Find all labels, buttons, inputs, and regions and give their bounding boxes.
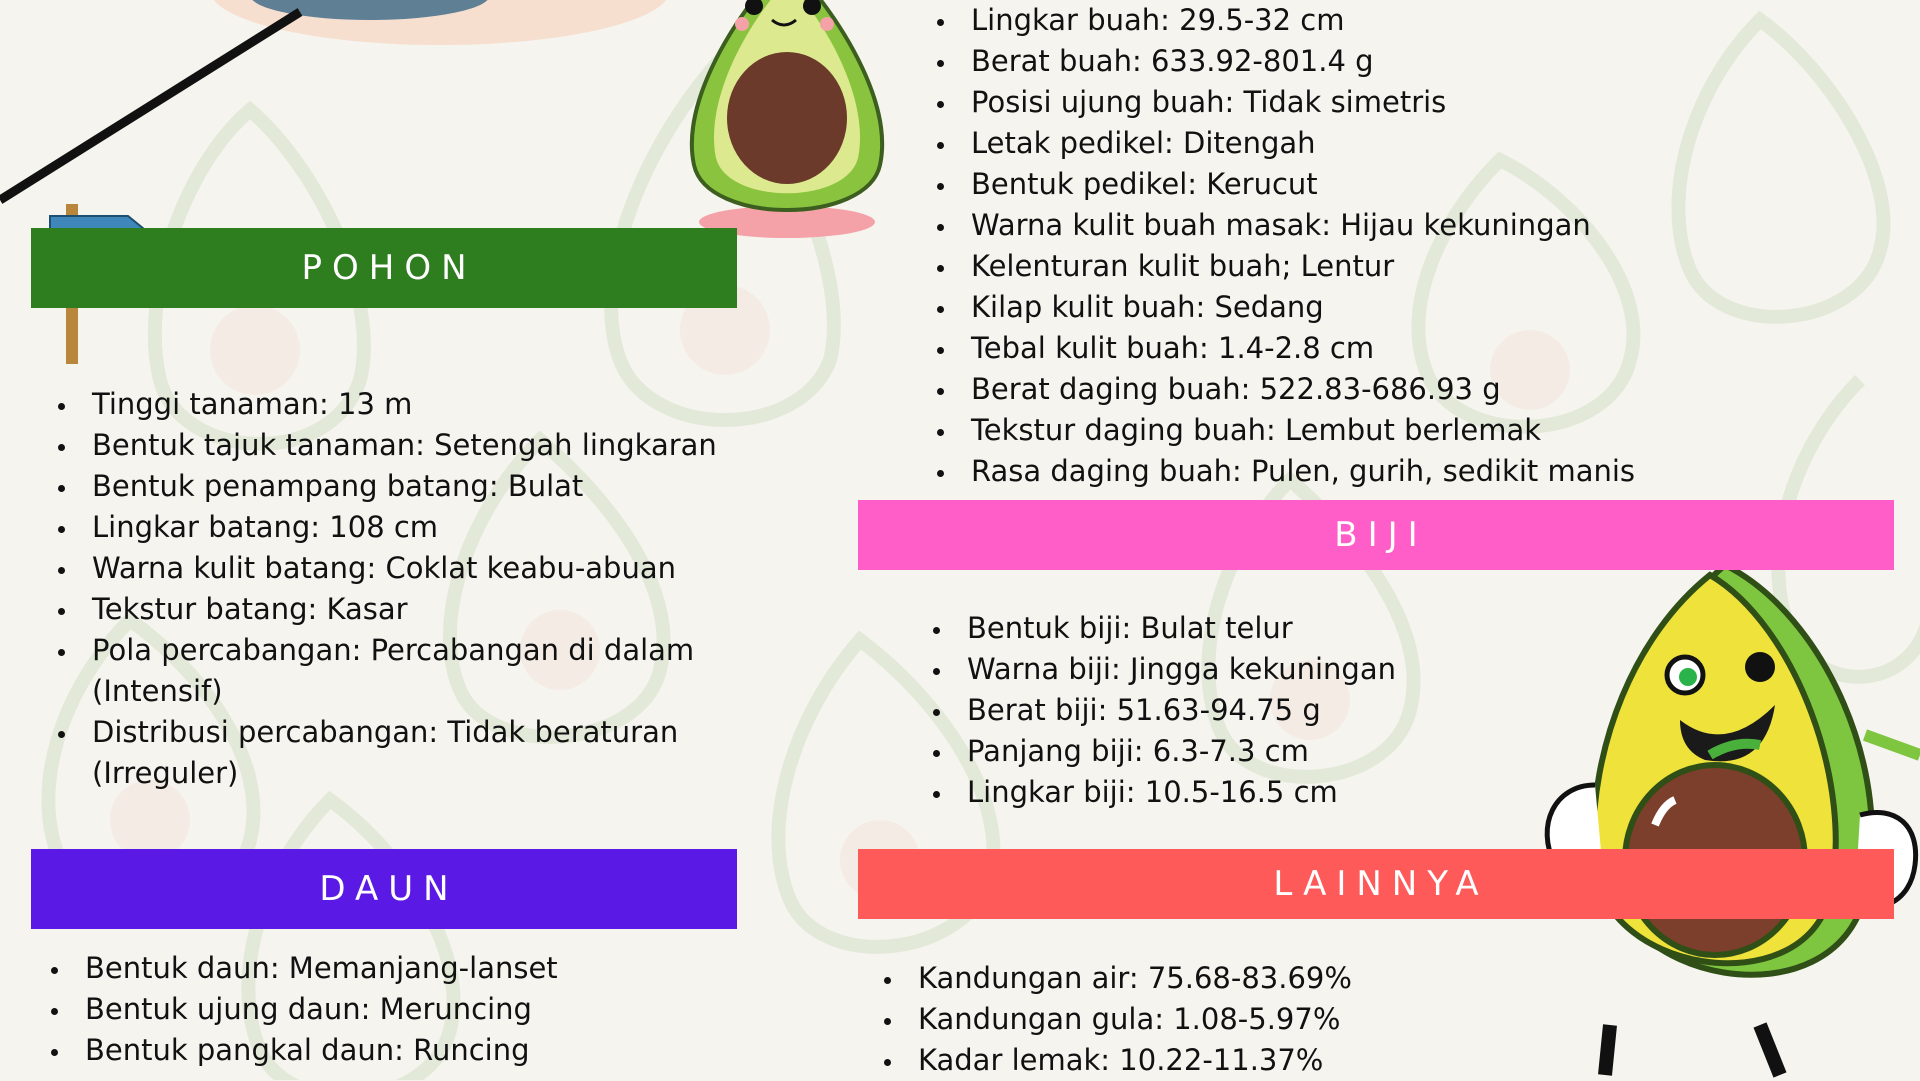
list-item: Warna kulit batang: Coklat keabu-abuan (52, 548, 732, 589)
section-banner-pohon (31, 228, 737, 308)
list-item: Pola percabangan: Percabangan di dalam (Intensif) (52, 630, 712, 712)
list-item: Berat biji: 51.63-94.75 g (927, 690, 1547, 731)
section-title-lainnya: LAINNYA (1273, 864, 1489, 904)
list-item: Berat daging buah: 522.83-686.93 g (931, 369, 1831, 410)
list-item: Warna biji: Jingga kekuningan (927, 649, 1547, 690)
list-item: Tebal kulit buah: 1.4-2.8 cm (931, 328, 1831, 369)
list-item: Kilap kulit buah: Sedang (931, 287, 1831, 328)
list-item: Kelenturan kulit buah; Lentur (931, 246, 1831, 287)
decorative-stick-icon (0, 0, 700, 220)
list-item: Bentuk ujung daun: Meruncing (45, 989, 725, 1030)
buah-list (931, 0, 1831, 492)
list-item: Bentuk penampang batang: Bulat (52, 466, 732, 507)
list-item: Lingkar buah: 29.5-32 cm (931, 0, 1831, 41)
list-item: Lingkar batang: 108 cm (52, 507, 732, 548)
list-item: Rasa daging buah: Pulen, gurih, sedikit manis (931, 451, 1831, 492)
section-title-daun: DAUN (319, 869, 459, 909)
list-item: Kandungan air: 75.68-83.69% (878, 958, 1498, 999)
list-item: Tekstur batang: Kasar (52, 589, 732, 630)
list-item: Lingkar biji: 10.5-16.5 cm (927, 772, 1547, 813)
list-item: Posisi ujung buah: Tidak simetris (931, 82, 1831, 123)
list-item: Bentuk tajuk tanaman: Setengah lingkaran (52, 425, 732, 466)
section-banner-biji (858, 500, 1894, 570)
lainnya-list (878, 958, 1498, 1081)
list-item: Bentuk pangkal daun: Runcing (45, 1030, 725, 1071)
list-item: Tekstur daging buah: Lembut berlemak (931, 410, 1831, 451)
list-item: Bentuk biji: Bulat telur (927, 608, 1547, 649)
daun-list (45, 948, 725, 1071)
list-item: Berat buah: 633.92-801.4 g (931, 41, 1831, 82)
avocado-character-icon (1535, 555, 1920, 1080)
list-item: Bentuk pedikel: Kerucut (931, 164, 1831, 205)
list-item: Tinggi tanaman: 13 m (52, 384, 732, 425)
list-item: Kadar lemak: 10.22-11.37% (878, 1040, 1498, 1081)
list-item: Letak pedikel: Ditengah (931, 123, 1831, 164)
biji-list (927, 608, 1547, 813)
avocado-mascot-icon (672, 0, 902, 245)
section-banner-daun (31, 849, 737, 929)
list-item: Warna kulit buah masak: Hijau kekuningan (931, 205, 1831, 246)
section-title-pohon: POHON (301, 248, 477, 288)
list-item: Bentuk daun: Memanjang-lanset (45, 948, 725, 989)
list-item: Panjang biji: 6.3-7.3 cm (927, 731, 1547, 772)
section-title-biji: BIJI (1334, 515, 1428, 555)
pohon-list (52, 384, 732, 794)
list-item: Distribusi percabangan: Tidak beraturan (Irreguler) (52, 712, 712, 794)
list-item: Kandungan gula: 1.08-5.97% (878, 999, 1498, 1040)
section-banner-lainnya (858, 849, 1894, 919)
